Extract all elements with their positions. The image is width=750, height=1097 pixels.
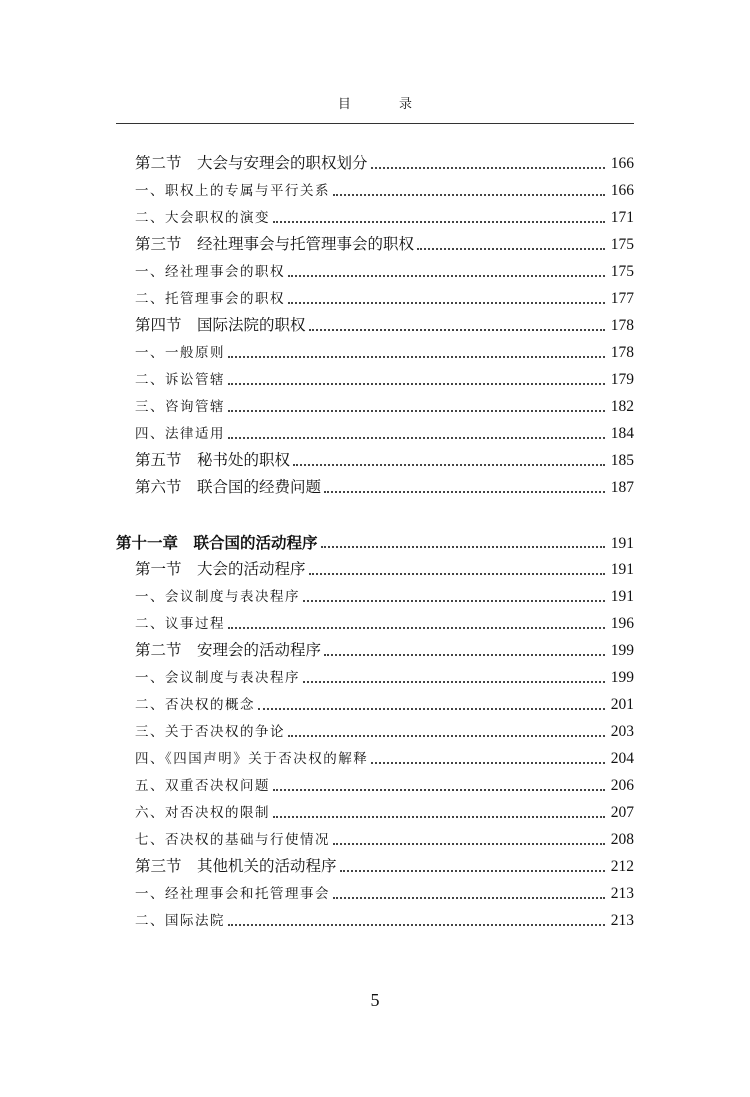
leader-dots [333, 897, 605, 899]
toc-entry[interactable] [116, 583, 634, 610]
toc-entry-label: 一、会议制度与表决程序 [135, 670, 300, 686]
toc-entry-label: 三、关于否决权的争论 [135, 724, 285, 740]
page-header-title: 目 录 [337, 97, 435, 112]
toc-entry[interactable] [116, 745, 634, 772]
toc-entry-label: 第六节 联合国的经费问题 [135, 478, 322, 496]
toc-entry-page: 175 [610, 263, 634, 280]
leader-dots [417, 248, 605, 250]
toc-entry[interactable] [116, 772, 634, 799]
leader-dots [303, 600, 605, 602]
table-of-contents [116, 150, 634, 934]
toc-entry-page: 191 [610, 561, 634, 578]
toc-entry[interactable] [116, 312, 634, 339]
leader-dots [228, 356, 605, 358]
toc-entry[interactable] [116, 204, 634, 231]
toc-entry-label: 第一节 大会的活动程序 [135, 560, 306, 578]
toc-chapter-entry[interactable] [116, 529, 634, 556]
leader-dots [371, 762, 605, 764]
toc-entry-page: 199 [610, 669, 634, 686]
toc-entry-label: 一、一般原则 [135, 345, 225, 361]
toc-entry-label: 一、经社理事会和托管理事会 [135, 886, 330, 902]
toc-entry[interactable] [116, 664, 634, 691]
toc-entry-label: 第四节 国际法院的职权 [135, 316, 306, 334]
toc-entry-page: 175 [610, 236, 634, 253]
toc-entry-label: 第三节 经社理事会与托管理事会的职权 [135, 235, 415, 253]
toc-entry-page: 191 [610, 535, 634, 552]
toc-entry-label: 四、《四国声明》关于否决权的解释 [135, 751, 369, 767]
toc-entry-page: 213 [610, 885, 634, 902]
toc-entry-page: 179 [610, 371, 634, 388]
leader-dots [228, 437, 605, 439]
leader-dots [273, 789, 605, 791]
toc-entry[interactable] [116, 420, 634, 447]
toc-entry-label: 二、大会职权的演变 [135, 210, 270, 226]
toc-entry[interactable] [116, 637, 634, 664]
header-rule [116, 123, 634, 124]
toc-entry-label: 一、职权上的专属与平行关系 [135, 183, 330, 199]
toc-entry-label: 二、否决权的概念 [135, 697, 255, 713]
toc-entry-page: 213 [610, 912, 634, 929]
leader-dots [333, 194, 605, 196]
toc-entry[interactable] [116, 826, 634, 853]
toc-entry[interactable] [116, 691, 634, 718]
leader-dots [324, 491, 605, 493]
toc-entry-label: 一、经社理事会的职权 [135, 264, 285, 280]
leader-dots [273, 816, 605, 818]
leader-dots [371, 167, 605, 169]
leader-dots [288, 275, 605, 277]
toc-entry-label: 二、托管理事会的职权 [135, 291, 285, 307]
leader-dots [288, 302, 605, 304]
toc-entry-page: 178 [610, 317, 634, 334]
toc-entry[interactable] [116, 150, 634, 177]
toc-entry-page: 166 [610, 182, 634, 199]
toc-entry-page: 171 [610, 209, 634, 226]
leader-dots [228, 410, 605, 412]
toc-entry[interactable] [116, 231, 634, 258]
toc-entry-label: 第十一章 联合国的活动程序 [116, 533, 318, 552]
toc-entry-label: 第二节 安理会的活动程序 [135, 641, 322, 659]
toc-entry-label: 二、诉讼管辖 [135, 372, 225, 388]
toc-entry[interactable] [116, 718, 634, 745]
leader-dots [309, 573, 605, 575]
toc-entry[interactable] [116, 610, 634, 637]
toc-entry[interactable] [116, 285, 634, 312]
toc-entry[interactable] [116, 907, 634, 934]
toc-entry-page: 196 [610, 615, 634, 632]
toc-entry-label: 二、国际法院 [135, 913, 225, 929]
toc-entry-label: 七、否决权的基础与行使情况 [135, 832, 330, 848]
toc-entry-page: 191 [610, 588, 634, 605]
leader-dots [309, 329, 605, 331]
toc-entry-page: 207 [610, 804, 634, 821]
toc-entry-label: 二、议事过程 [135, 616, 225, 632]
toc-entry-label: 五、双重否决权问题 [135, 778, 270, 794]
toc-entry[interactable] [116, 853, 634, 880]
toc-entry-page: 178 [610, 344, 634, 361]
toc-entry[interactable] [116, 366, 634, 393]
leader-dots [333, 843, 605, 845]
leader-dots [228, 924, 605, 926]
toc-entry-label: 四、法律适用 [135, 426, 225, 442]
leader-dots [293, 464, 605, 466]
toc-entry-page: 185 [610, 452, 634, 469]
leader-dots [321, 546, 605, 548]
toc-entry[interactable] [116, 474, 634, 501]
leader-dots [288, 735, 605, 737]
toc-entry-label: 三、咨询管辖 [135, 399, 225, 415]
toc-entry-page: 166 [610, 155, 634, 172]
leader-dots [273, 221, 605, 223]
toc-entry-page: 184 [610, 425, 634, 442]
toc-entry[interactable] [116, 447, 634, 474]
toc-entry[interactable] [116, 799, 634, 826]
leader-dots [324, 654, 605, 656]
toc-entry-page: 182 [610, 398, 634, 415]
leader-dots [340, 870, 605, 872]
toc-entry[interactable] [116, 258, 634, 285]
toc-entry[interactable] [116, 556, 634, 583]
toc-entry-label: 一、会议制度与表决程序 [135, 589, 300, 605]
toc-entry-label: 第三节 其他机关的活动程序 [135, 857, 337, 875]
leader-dots [303, 681, 605, 683]
toc-entry-page: 201 [610, 696, 634, 713]
leader-dots [228, 627, 605, 629]
page-number: 5 [370, 990, 380, 1010]
toc-entry[interactable] [116, 177, 634, 204]
toc-entry-page: 206 [610, 777, 634, 794]
toc-entry-page: 199 [610, 642, 634, 659]
leader-dots [228, 383, 605, 385]
toc-entry-page: 204 [610, 750, 634, 767]
toc-entry-page: 177 [610, 290, 634, 307]
toc-entry-page: 208 [610, 831, 634, 848]
toc-entry[interactable] [116, 880, 634, 907]
toc-entry-page: 187 [610, 479, 634, 496]
toc-entry-label: 第五节 秘书处的职权 [135, 451, 291, 469]
leader-dots [258, 708, 605, 710]
toc-entry[interactable] [116, 393, 634, 420]
toc-entry-label: 六、对否决权的限制 [135, 805, 270, 821]
toc-entry-page: 212 [610, 858, 634, 875]
toc-entry-label: 第二节 大会与安理会的职权划分 [135, 154, 368, 172]
toc-entry-page: 203 [610, 723, 634, 740]
toc-entry[interactable] [116, 339, 634, 366]
